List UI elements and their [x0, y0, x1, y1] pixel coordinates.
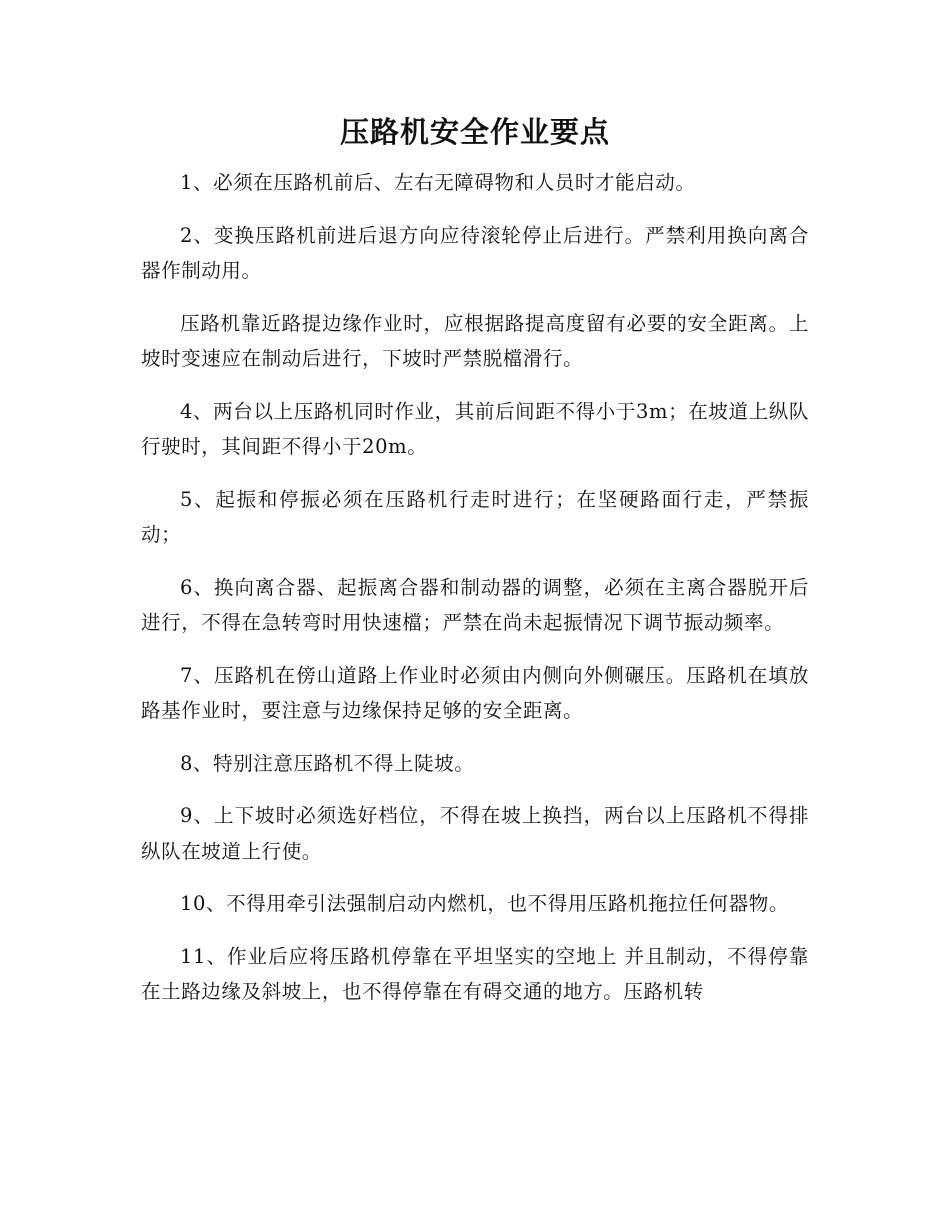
paragraph-9: 9、上下坡时必须选好档位，不得在坡上换挡，两台以上压路机不得排纵队在坡道上行使。 — [141, 804, 809, 863]
paragraph-4: 4、两台以上压路机同时作业，其前后间距不得小于3m；在坡道上纵队行驶时，其间距不得小于20m。 — [141, 399, 809, 458]
paragraph-6: 6、换向离合器、起振离合器和制动器的调整，必须在主离合器脱开后进行，不得在急转弯时用快速檔；严禁在尚未起振情况下调节振动频率。 — [141, 575, 809, 634]
paragraph-7: 7、压路机在傍山道路上作业时必须由内侧向外侧碾压。压路机在填放路基作业时，要注意与边缘保持足够的安全距离。 — [141, 663, 809, 722]
paragraph-5: 5、起振和停振必须在压路机行走时进行；在坚硬路面行走，严禁振动； — [141, 487, 809, 546]
paragraph-10: 10、不得用牵引法强制启动内燃机，也不得用压路机拖拉任何器物。 — [180, 892, 789, 915]
paragraph-3: 压路机靠近路提边缘作业时，应根据路提高度留有必要的安全距离。上坡时变速应在制动后进行，下坡时严禁脱檔滑行。 — [141, 311, 809, 370]
document-body — [141, 165, 809, 1027]
paragraph-8: 8、特别注意压路机不得上陡坡。 — [180, 751, 475, 775]
paragraph-11: 11、作业后应将压路机停靠在平坦坚实的空地上 并且制动，不得停靠在土路边缘及斜坡上，也不得停靠在有碍交通的地方。压路机转 — [141, 944, 809, 1003]
paragraph-1: 1、必须在压路机前后、左右无障碍物和人员时才能启动。 — [180, 171, 696, 194]
paragraph-2: 2、变换压路机前进后退方向应待滚轮停止后进行。严禁利用换向离合器作制动用。 — [141, 223, 809, 282]
document-title: 压路机安全作业要点 — [339, 115, 610, 149]
